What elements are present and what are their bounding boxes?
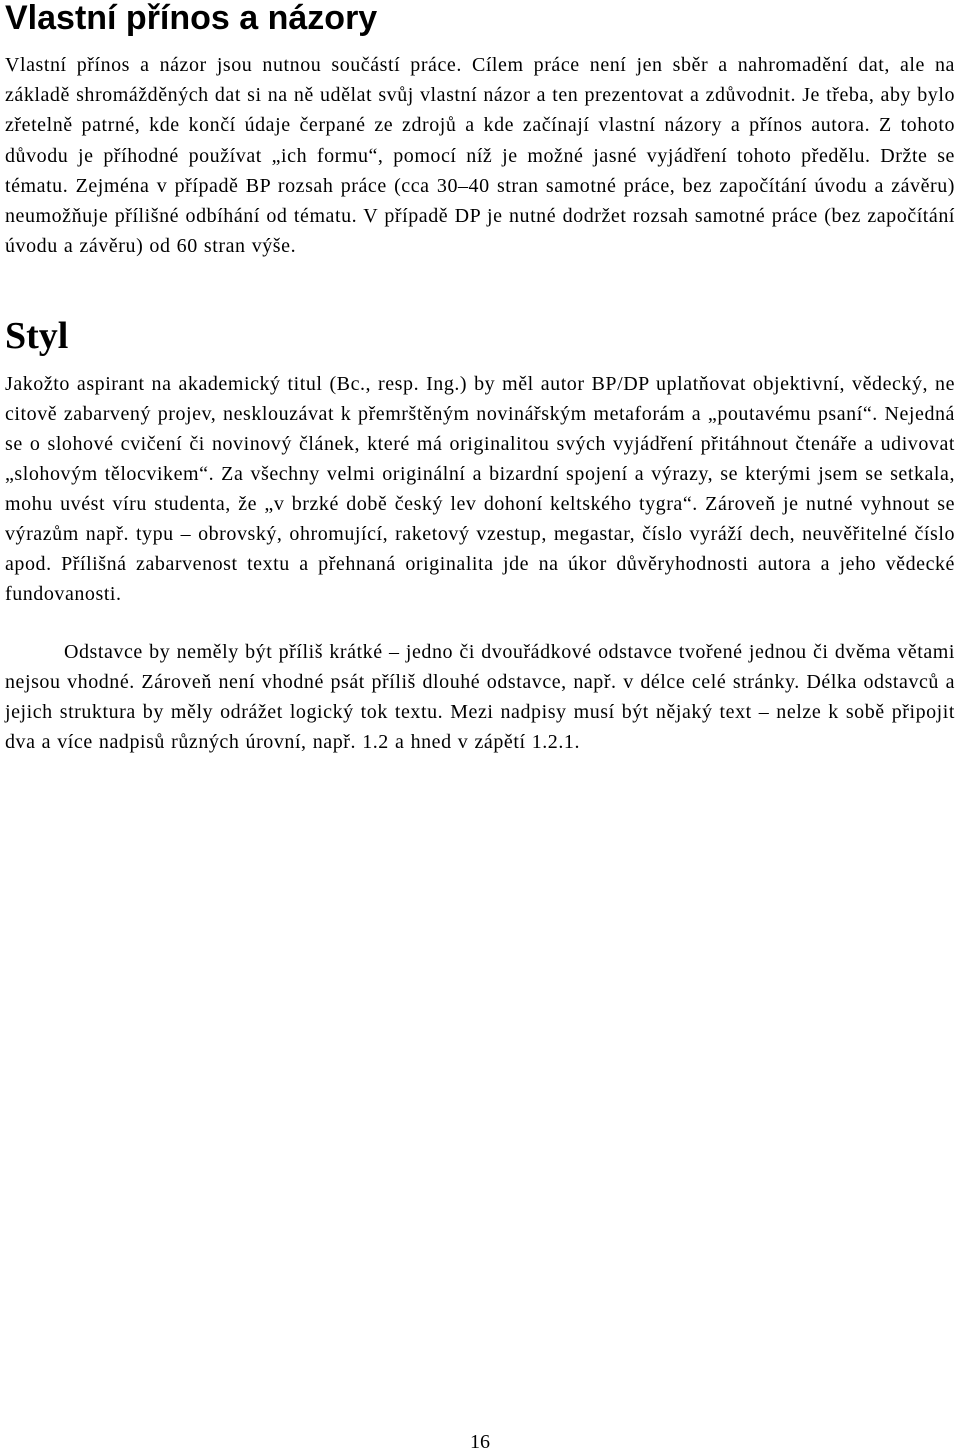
section-heading-styl: Styl [5,315,69,357]
paragraph-styl-2: Odstavce by neměly být příliš krátké – jedno či dvouřádkové odstavce tvořené jednou či dvěma větami nejsou vhodné. Zároveň není vhodné psát příliš dlouhé odstavce, např. v délce celé stránky. Délka odstavců a jejich struktura by měly odrážet logický tok textu. Mezi nadpisy musí být nějaký text – nelze k sobě připojit dva a více nadpisů různých úrovní, např. 1.2 a hned v zápětí 1.2.1. [5,641,955,753]
page-number: 16 [470,1431,490,1453]
section-heading-vlastni-prinos: Vlastní přínos a názory [5,0,378,37]
paragraph-styl-1: Jakožto aspirant na akademický titul (Bc., resp. Ing.) by měl autor BP/DP uplatňovat objektivní, vědecký, ne citově zabarvený projev, nesklouzávat k přemrštěným novinářským metaforám a „poutavému psaní“. Nejedná se o slohové cvičení či novinový článek, které má originalitou svých vyjádření přitáhnout čtenáře a udivovat „slohovým tělocvikem“. Za všechny velmi originální a bizardní spojení a výrazy, se kterými jsem se setkala, mohu uvést víru studenta, že „v brzké době český lev dohoní keltského tygra“. Zároveň je nutné vyhnout se výrazům např. typu – obrovský, ohromující, raketový vzestup, megastar, číslo vyráží dech, neuvěřitelné číslo apod. Přílišná zabarvenost textu a přehnaná originalita jde na úkor důvěryhodnosti autora a jeho vědecké fundovanosti. [5,373,955,605]
paragraph-vlastni-prinos: Vlastní přínos a názor jsou nutnou součástí práce. Cílem práce není jen sběr a nahromadění dat, ale na základě shromážděných dat si na ně udělat svůj vlastní názor a ten prezentovat a zdůvodnit. Je třeba, aby bylo zřetelně patrné, kde končí údaje čerpané ze zdrojů a kde začínají vlastní názory a přínos autora. Z tohoto důvodu je příhodné používat „ich formu“, pomocí níž je možné jasné vyjádření tohoto předělu. Držte se tématu. Zejména v případě BP rozsah práce (cca 30–40 stran samotné práce, bez započítání úvodu a závěru) neumožňuje přílišné odbíhání od tématu. V případě DP je nutné dodržet rozsah samotné práce (bez započítání úvodu a závěru) od 60 stran výše. [5,54,955,258]
